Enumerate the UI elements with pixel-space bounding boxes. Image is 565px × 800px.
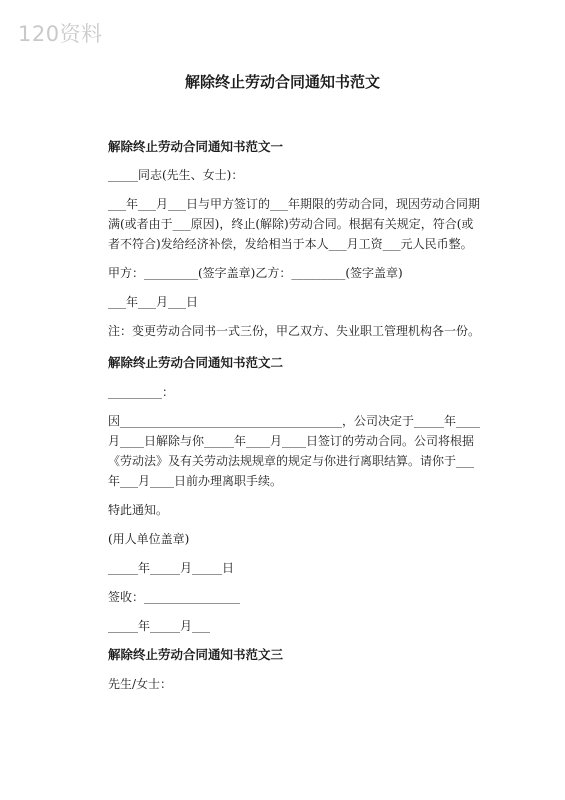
section-heading-3: 解除终止劳动合同通知书范文三 xyxy=(108,647,284,662)
document-body xyxy=(88,137,480,694)
section-heading-2: 解除终止劳动合同通知书范文二 xyxy=(108,355,284,370)
section-heading-1: 解除终止劳动合同通知书范文一 xyxy=(108,139,284,154)
date-line: _____年_____月_____日 xyxy=(108,561,235,575)
watermark: 120资料 xyxy=(18,22,103,46)
paragraph: ___年___月___日与甲方签订的___年期限的劳动合同，现因劳动合同期满(或者由于___原因)，终止(解除)劳动合同。根据有关规定，符合(或者不符合)发给经济补偿，发给相当于本人___月工资___元人民币整。 xyxy=(108,197,481,251)
note: 注：变更劳动合同书一式三份，甲乙双方、失业职工管理机构各一份。 xyxy=(108,324,481,338)
addressee: _________： xyxy=(108,385,175,399)
document-title: 解除终止劳动合同通知书范文 xyxy=(184,73,380,91)
seal-line: (用人单位盖章) xyxy=(108,532,190,546)
greeting: 先生/女士： xyxy=(108,677,173,691)
paragraph: 因_____________________________________，公司决定于_____年____月____日解除与你_____年____月____日签订的劳动合同。公司将根据《劳动法》及有关劳动法规规章的规定与你进行离职结算。请你于___年___月____日前办理离职手续。 xyxy=(108,414,481,488)
notice-line: 特此通知。 xyxy=(108,503,169,517)
signature-line: 甲方：_________(签字盖章)乙方：_________(签字盖章) xyxy=(108,266,403,280)
date-line: ___年___月___日 xyxy=(108,295,199,309)
greeting: _____同志(先生、女士)： xyxy=(108,168,244,182)
receipt-date-line: _____年_____月___ xyxy=(108,619,211,633)
receipt-line: 签收：________________ xyxy=(108,590,241,604)
